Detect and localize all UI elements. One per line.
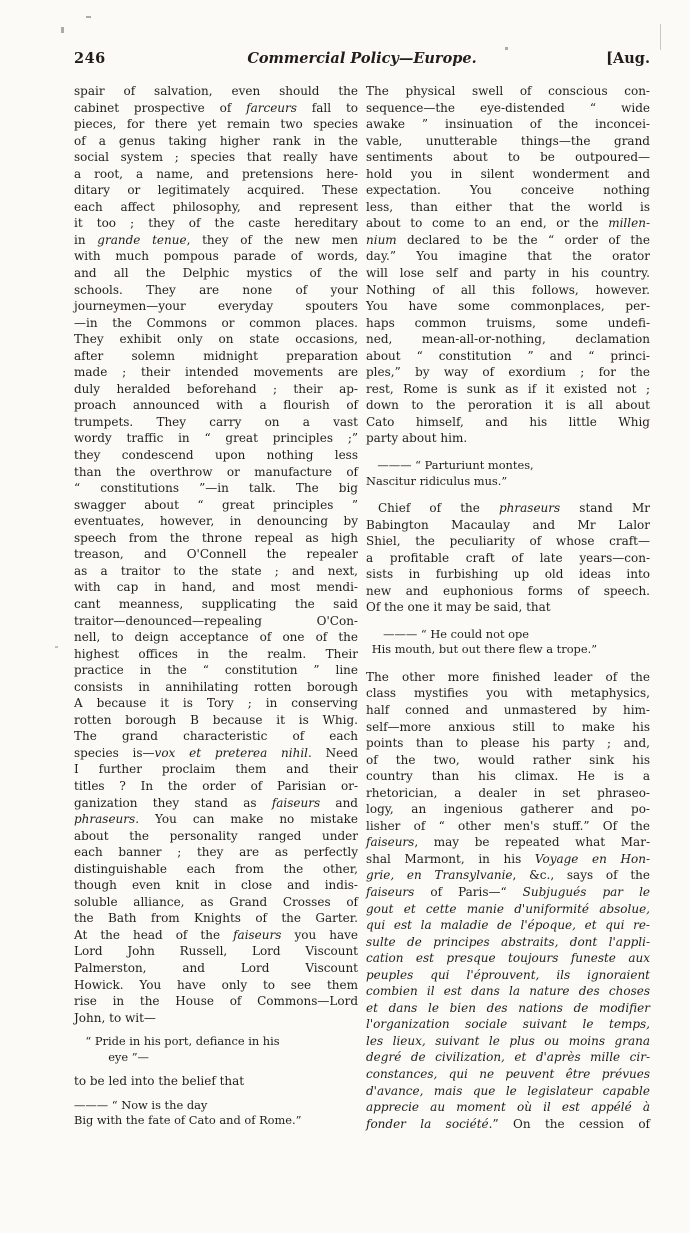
text-line: class mystifies you with metaphysics, [366,686,650,701]
text-line: soluble alliance, as Grand Crosses of [74,894,358,909]
text-line: constances, qui ne peuvent être prévues [366,1066,650,1081]
text-line: cant meanness, supplicating the said [74,596,358,611]
text-line: sentiments about to be outpoured— [366,150,650,165]
text-line: peuples qui l'éprouvent, ils ignoraient [366,967,650,982]
text-line: the Bath from Knights of the Garter. [74,911,358,926]
text-line: of the two, would rather sink his [366,752,650,767]
text-line: Of the one it may be said, that [366,600,551,615]
text-line: grie, en Transylvanie, &c., says of the [366,868,650,883]
text-columns [74,83,650,1137]
text-line: trumpets. They carry on a vast [74,414,358,429]
text-line: Cato himself, and his little Whig [366,414,650,429]
paragraph-block [366,669,650,1132]
text-line: traitor—denounced—repealing O'Con- [74,613,358,628]
text-line: made ; their intended movements are [74,365,358,380]
text-line: Big with the fate of Cato and of Rome.” [74,1113,302,1128]
text-line: after solemn midnight preparation [74,348,358,363]
text-line: The other more finished leader of the [366,669,650,684]
text-line: eventuates, however, in denouncing by [74,514,358,529]
text-line: d'avance, mais que le legislateur capable [366,1083,650,1098]
text-line: of a genus taking higher rank in the [74,133,358,148]
text-line: John, to wit— [74,1010,156,1025]
paragraph-block [74,83,358,1026]
text-line: party about him. [366,431,468,446]
text-line: Lord John Russell, Lord Viscount [74,944,358,959]
verse-quote [366,627,650,658]
text-line: qui est la maladie de l'époque, et qui re- [366,918,650,933]
text-line: At the head of the faiseurs you have [74,927,358,942]
text-line: rest, Rome is sunk as if it existed not ; [366,381,650,396]
text-line: rotten borough B because it is Whig. [74,712,358,727]
running-header-title: Commercial Policy—Europe. [247,50,477,67]
text-line: distinguishable each from the other, [74,861,358,876]
verse-quote [74,1034,358,1065]
text-line: new and euphonious forms of speech. [366,583,650,598]
text-line: in grande tenue, they of the new men [74,232,358,247]
text-line: highest offices in the realm. Their [74,646,358,661]
scan-artifact [55,646,58,648]
text-line: species is—vox et preterea nihil. Need [74,745,359,760]
text-line: than the overthrow or manufacture of [74,464,358,479]
text-line: Nothing of all this follows, however. [366,282,650,297]
text-line: ganization they stand as faiseurs and [74,795,358,810]
text-line: gout et cette manie d'uniformité absolue, [366,901,650,916]
text-line: —in the Commons or common places. [74,315,358,330]
text-line: each affect philosophy, and represent [74,199,358,214]
paragraph-block [366,500,650,616]
text-line: Shiel, the peculiarity of whose craft— [366,534,650,549]
text-line: cation est presque toujours funeste aux [366,951,650,966]
text-line: speech from the throne repeal as high [74,530,358,545]
text-line: proach announced with a flourish of [74,398,358,413]
text-line: Palmerston, and Lord Viscount [74,960,358,975]
text-line: ——— “ Now is the day [74,1097,208,1112]
text-line: “ constitutions ”—in talk. The big [74,481,358,496]
text-line: pieces, for there yet remain two species [74,117,358,132]
text-line: Chief of the phraseurs stand Mr [378,501,650,516]
text-line: sists in furbishing up old ideas into [366,567,650,582]
text-line: it too ; they of the caste hereditary [74,216,358,231]
text-line: though even knit in close and indis- [74,878,358,893]
text-line: day.” You imagine that the orator [366,249,650,264]
text-line: eye ”— [108,1049,149,1064]
text-line: country than his climax. He is a [366,769,650,784]
right-text-column [366,83,650,1137]
text-line: down to the peroration it is all about [366,398,650,413]
text-line: ned, mean-all-or-nothing, declamation [366,332,650,347]
text-line: practice in the “ constitution ” line [74,663,358,678]
text-line: ——— “ He could not ope [383,626,530,641]
text-line: treason, and O'Connell the repealer [74,547,358,562]
text-line: each banner ; they are as perfectly [74,845,358,860]
text-line: vable, unutterable things—the grand [366,133,650,148]
text-line: wordy traffic in “ great principles ;” [74,431,358,446]
text-line: with cap in hand, and most mendi- [74,580,358,595]
text-line: titles ? In the order of Parisian or- [74,778,358,793]
text-line: rise in the House of Commons—Lord [74,994,358,1009]
text-line: awake ” insinuation of the inconcei- [366,117,650,132]
text-line: The physical swell of conscious con- [366,84,650,98]
text-line: A because it is Tory ; in conserving [74,696,358,711]
text-line: faiseurs, may be repeated what Mar- [366,835,650,850]
text-line: degré de civilization, et d'après mille cir- [366,1050,650,1065]
text-line: and all the Delphic mystics of the [74,266,358,281]
text-line: points than to please his party ; and, [366,736,650,751]
text-line: a root, a name, and pretensions here- [74,166,358,181]
text-line: faiseurs of Paris—“ Subjugués par le [366,884,651,899]
text-line: about to come to an end, or the millen- [366,216,650,231]
text-line: consists in annihilating rotten borough [74,679,358,694]
scan-artifact [660,24,661,50]
text-line: social system ; species that really have [74,150,358,165]
scan-artifact [61,27,64,33]
text-line: spair of salvation, even should the [74,84,358,98]
text-line: as a traitor to the state ; and next, [74,563,358,578]
text-line: You have some commonplaces, per- [366,299,650,314]
text-line: will lose self and party in his country. [366,266,650,281]
text-line: shal Marmont, in his Voyage en Hon- [366,851,651,866]
text-line: They exhibit only on state occasions, [74,332,358,347]
verse-quote [74,1098,358,1129]
scan-artifact [86,16,91,18]
text-line: His mouth, but out there flew a trope.” [371,642,598,657]
text-line: rhetorician, a dealer in set phraseo- [366,785,650,800]
text-line: hold you in silent wonderment and [366,166,650,181]
left-text-column [74,83,358,1137]
text-line: sulte de principes abstraits, dont l'appli- [366,934,650,949]
text-line: nell, to deign acceptance of one of the [74,630,358,645]
text-line: Howick. You have only to see them [74,977,358,992]
text-line: they condescend upon nothing less [74,448,358,463]
text-line: about the personality ranged under [74,828,358,843]
text-line: “ Pride in his port, defiance in his [85,1034,280,1049]
paragraph-block [366,83,650,447]
text-line: fonder la société.” On the cession of [366,1116,650,1131]
paragraph-block [74,1073,358,1090]
text-line: a profitable craft of late years—con- [366,550,650,565]
text-line: ——— “ Parturiunt montes, [377,458,534,473]
verse-quote [366,458,650,489]
text-line: Babington Macaulay and Mr Lalor [366,517,650,532]
text-line: combien il est dans la nature des choses [366,984,650,999]
text-line: duly heralded beforehand ; their ap- [74,381,358,396]
text-line: l'organization sociale suivant le temps, [366,1017,650,1032]
text-line: with much pompous parade of words, [74,249,358,264]
text-line: les lieux, suivant le plus ou moins grana [366,1033,650,1048]
text-line: logy, an ingenious gatherer and po- [366,802,650,817]
text-line: phraseurs. You can make no mistake [74,812,358,827]
text-line: self—more anxious still to make his [366,719,650,734]
text-line: lisher of “ other men's stuff.” Of the [366,818,650,833]
text-line: swagger about “ great principles ” [74,497,358,512]
page-content [74,50,650,1137]
text-line: about “ constitution ” and “ princi- [366,348,650,363]
text-line: schools. They are none of your [74,282,358,297]
text-line: to be led into the belief that [74,1074,245,1089]
text-line: et dans le bien des nations de modifier [366,1000,650,1015]
text-line: ditary or legitimately acquired. These [74,183,358,198]
issue-date-label: [Aug. [606,50,650,67]
text-line: apprecie au moment où il est appélé à [366,1100,650,1115]
running-header [74,50,650,70]
page-number: 246 [74,50,106,67]
text-line: The grand characteristic of each [74,729,358,744]
text-line: cabinet prospective of farceurs fall to [74,100,358,115]
text-line: Nascitur ridiculus mus.” [366,473,508,488]
text-line: less, than either that the world is [366,199,650,214]
text-line: sequence—the eye-distended “ wide [366,100,650,115]
text-line: journeymen—your everyday spouters [74,299,358,314]
text-line: half conned and unmastered by him- [366,702,650,717]
text-line: ples,” by way of exordium ; for the [366,365,650,380]
text-line: expectation. You conceive nothing [366,183,650,198]
text-line: nium declared to be the “ order of the [366,232,650,247]
text-line: I further proclaim them and their [74,762,358,777]
text-line: haps common truisms, some undefi- [366,315,650,330]
